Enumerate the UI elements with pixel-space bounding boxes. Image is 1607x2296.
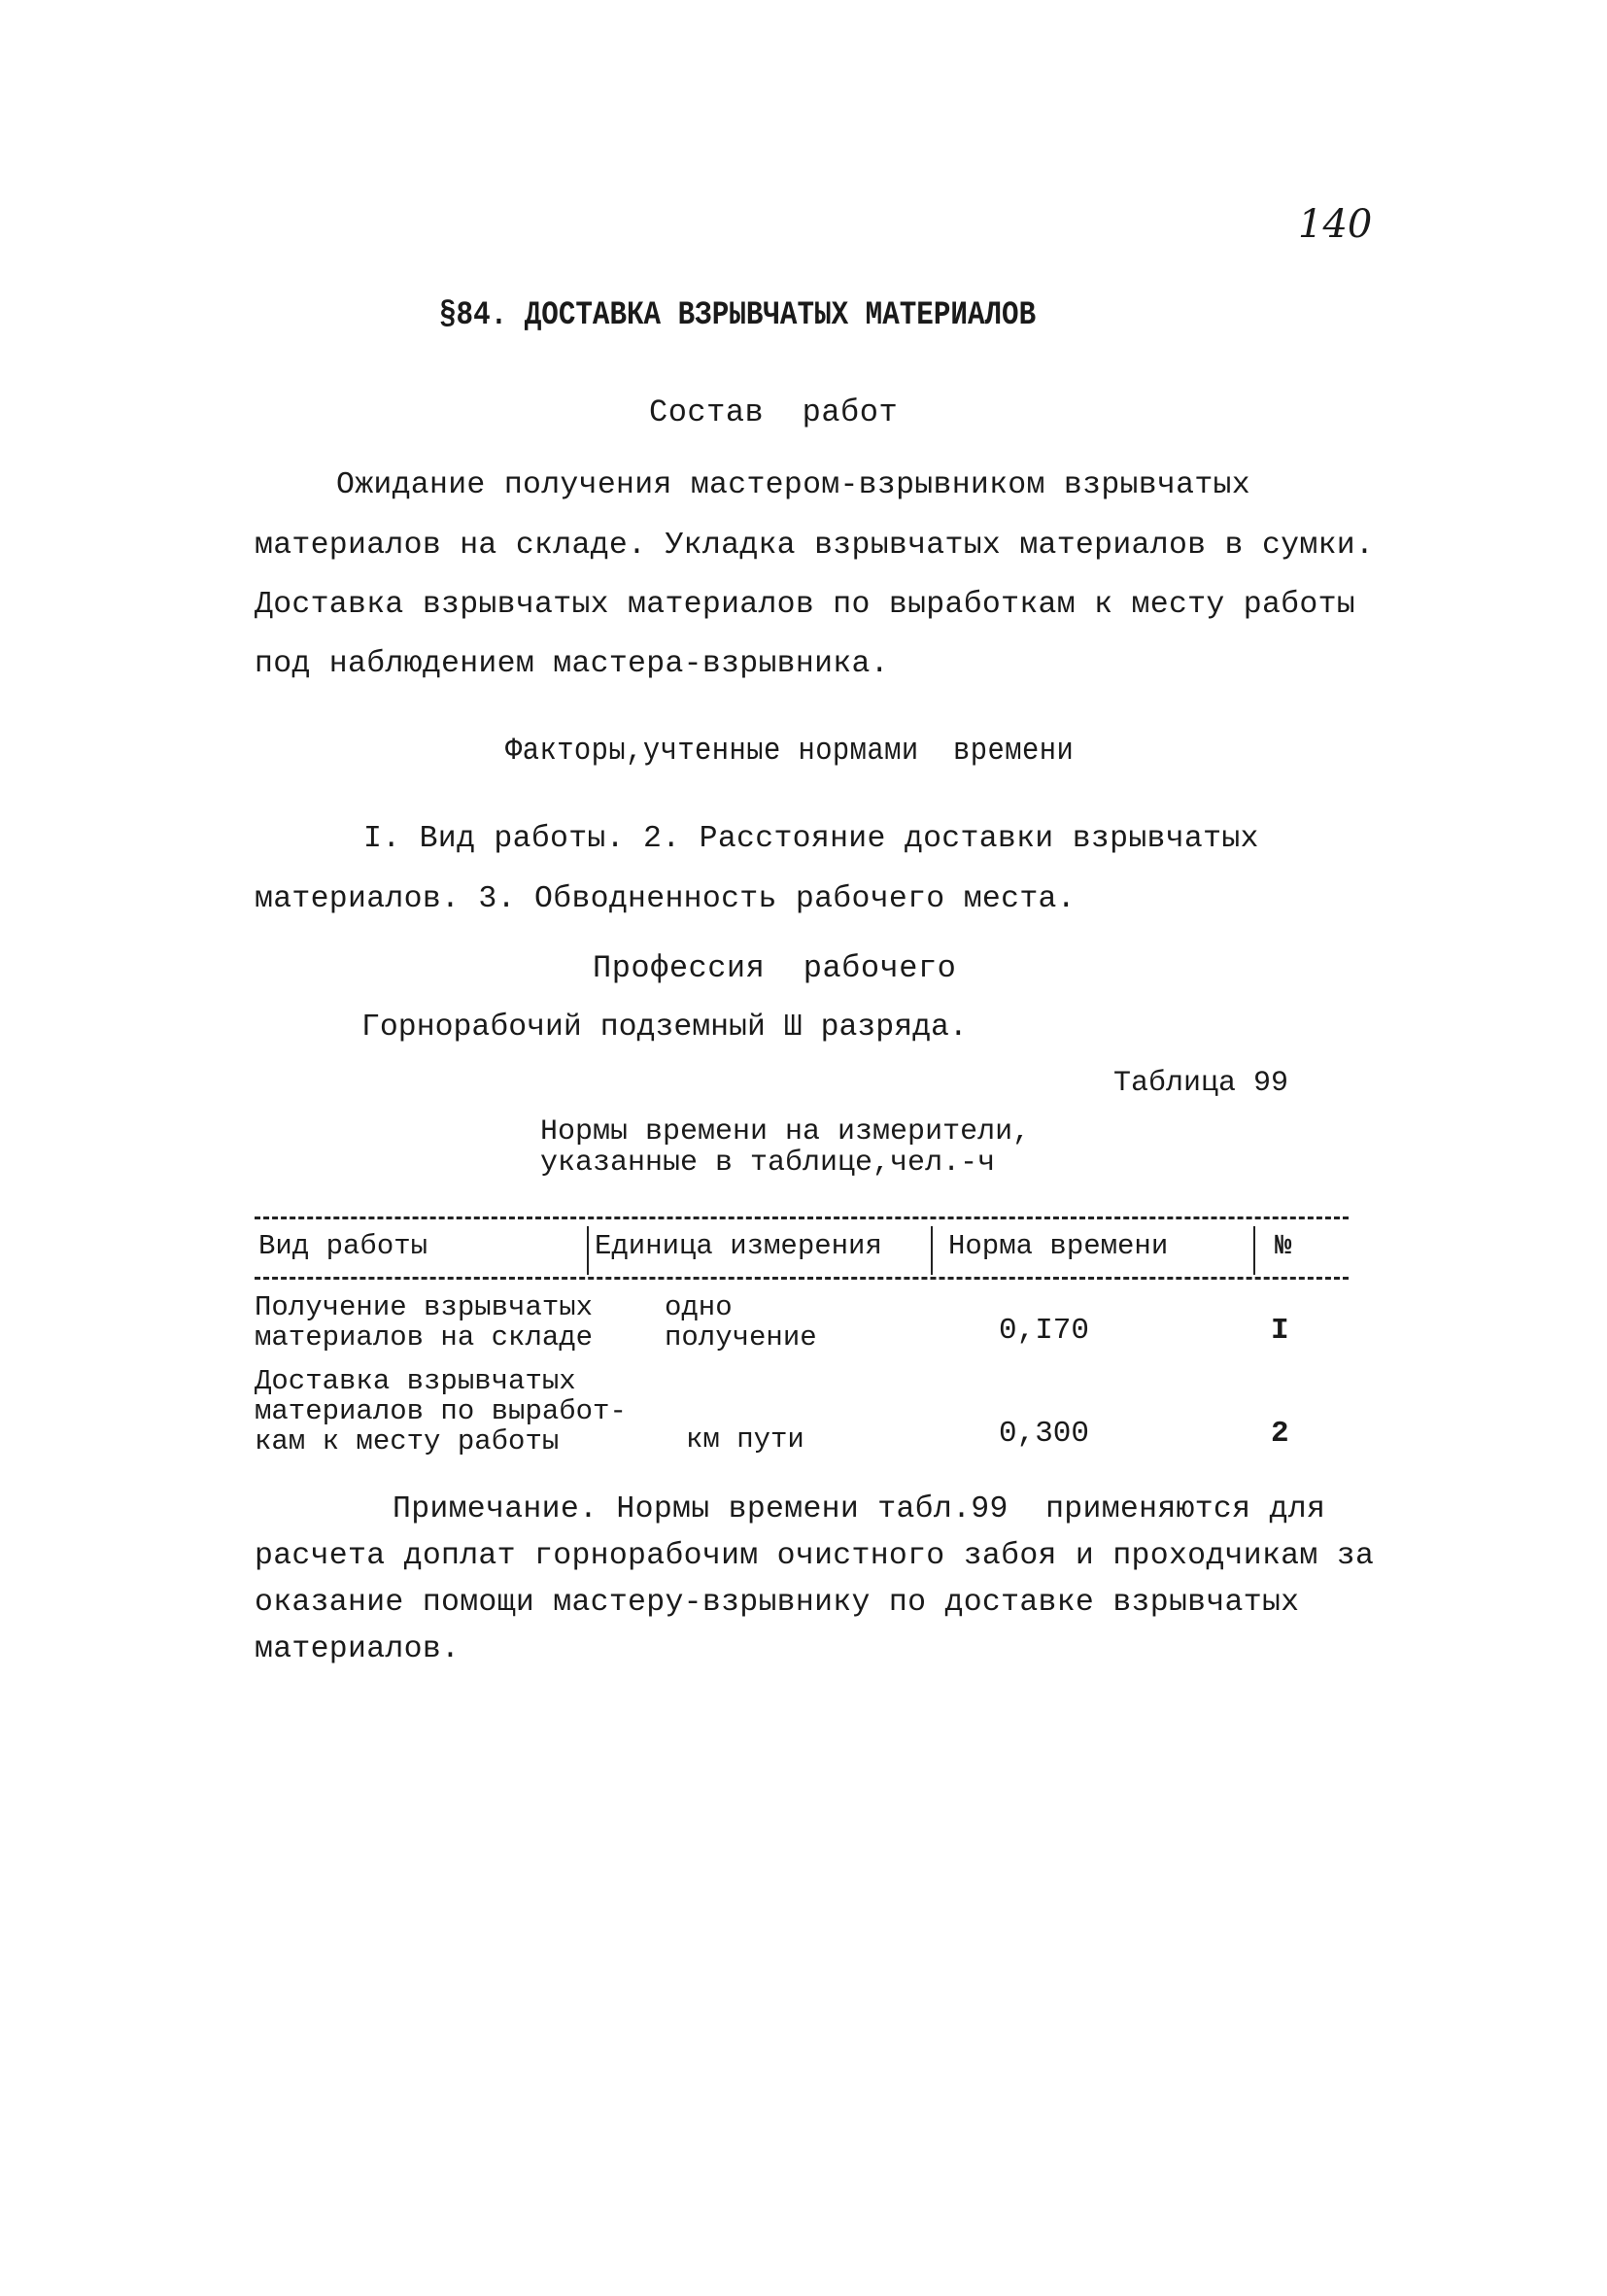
note-line: оказание помощи мастеру-взрывнику по доставке взрывчатых — [255, 1586, 1300, 1620]
column-header-number: № — [1275, 1230, 1292, 1262]
column-header-norm: Норма времени — [948, 1230, 1169, 1262]
note-line: расчета доплат горнорабочим очистного забоя и проходчикам за — [255, 1539, 1375, 1573]
factors-line: I. Вид работы. 2. Расстояние доставки взрывчатых — [363, 822, 1259, 856]
composition-line: Доставка взрывчатых материалов по выработкам к месту работы — [255, 588, 1355, 622]
cell-norm: 0,I70 — [999, 1314, 1090, 1348]
cell-work: Получение взрывчатых материалов на складе — [255, 1291, 594, 1354]
composition-line: материалов на складе. Укладка взрывчатых материалов в сумки. — [255, 529, 1375, 563]
cell-unit: одно получение — [665, 1291, 817, 1354]
profession-heading: Профессия рабочего — [593, 950, 957, 986]
cell-work: Доставка взрывчатых материалов по выработ- кам к месту работы — [255, 1365, 627, 1457]
table-header-rule — [255, 1277, 1349, 1280]
table-caption: указанные в таблице,чел.-ч — [540, 1147, 996, 1180]
table-column-divider — [587, 1226, 589, 1275]
table-column-divider — [1253, 1226, 1255, 1275]
cell-number: I — [1271, 1314, 1289, 1348]
column-header-work: Вид работы — [258, 1230, 428, 1262]
table-column-divider — [931, 1226, 933, 1275]
table-caption: Нормы времени на измерители, — [540, 1115, 1031, 1148]
column-header-unit: Единица измерения — [595, 1230, 882, 1262]
table-label: Таблица 99 — [1113, 1067, 1289, 1100]
cell-unit: км пути — [686, 1423, 804, 1456]
cell-norm: 0,300 — [999, 1417, 1090, 1451]
composition-heading: Состав работ — [649, 394, 899, 430]
note-line: Примечание. Нормы времени табл.99 применяются для — [393, 1492, 1326, 1526]
table-top-rule — [255, 1217, 1349, 1219]
composition-line: под наблюдением мастера-взрывника. — [255, 647, 889, 681]
page-number: 140 — [1298, 202, 1373, 247]
note-line: материалов. — [255, 1632, 461, 1666]
composition-line: Ожидание получения мастером-взрывником взрывчатых — [336, 468, 1250, 502]
profession-value: Горнорабочий подземный Ш разряда. — [361, 1011, 968, 1045]
factors-line: материалов. 3. Обводненность рабочего места. — [255, 882, 1076, 916]
cell-number: 2 — [1271, 1417, 1289, 1451]
factors-heading: Факторы,учтенные нормами времени — [505, 733, 1075, 769]
section-title: §84. ДОСТАВКА ВЗРЫВЧАТЫХ МАТЕРИАЛОВ — [439, 297, 1037, 334]
